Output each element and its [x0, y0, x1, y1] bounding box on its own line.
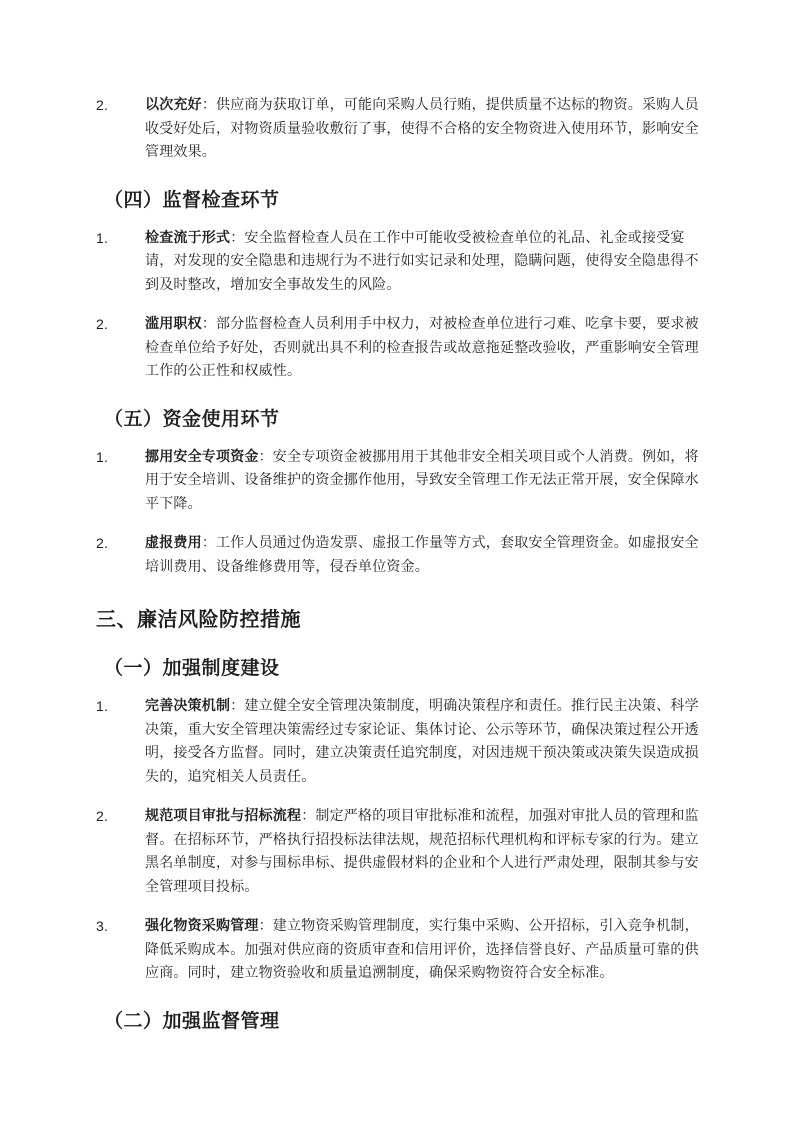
- list-number: 2.: [96, 535, 109, 551]
- section-heading: （一）加强制度建设: [104, 657, 280, 679]
- list-number: 1.: [96, 698, 109, 714]
- list-item-lead: 检查流于形式: [145, 229, 231, 246]
- list-item-text: ：安全专项资金被挪用用于其他非安全相关项目或个人消费。例如，将用于安全培训、设备维护的资金挪作他用，导致安全管理工作无法正常开展，安全保障水平下降。: [145, 448, 699, 512]
- list-number: 1.: [96, 448, 109, 465]
- list-item-text: ：工作人员通过伪造发票、虚报工作量等方式，套取安全管理资金。如虚报安全培训费用、设备维修费用等，侵吞单位资金。: [145, 535, 699, 575]
- list-number: 2.: [96, 808, 109, 824]
- list-item-lead: 完善决策机制: [145, 698, 231, 714]
- list-item: [96, 695, 702, 789]
- list-item: [96, 915, 702, 986]
- list-item-lead: 虚报费用: [145, 535, 202, 551]
- list-item: [96, 94, 702, 165]
- list-item-text: ：供应商为获取订单，可能向采购人员行贿，提供质量不达标的物资。采购人员收受好处后，对物资质量验收敷衍了事，使得不合格的安全物资进入使用环节，影响安全管理效果。: [145, 97, 699, 160]
- list-item: [96, 446, 702, 517]
- list-item: [96, 805, 702, 899]
- section-heading: （四）监督检查环节: [104, 188, 280, 211]
- list-item-lead: 挪用安全专项资金: [145, 448, 259, 465]
- list-item-lead: 规范项目审批与招标流程: [145, 808, 302, 824]
- list-item-text: ：制定严格的项目审批标准和流程，加强对审批人员的管理和监督。在招标环节，严格执行招投标法律法规，规范招标代理机构和评标专家的行为。建立黑名单制度，对参与围标串标、提供虚假材料的企业和个人进行严肃处理，限制其参与安全管理项目投标。: [145, 808, 699, 895]
- list-item-text: ：安全监督检查人员在工作中可能收受被检查单位的礼品、礼金或接受宴请，对发现的安全隐患和违规行为不进行如实记录和处理，隐瞒问题，使得安全隐患得不到及时整改，增加安全事故发生的风险。: [145, 229, 699, 293]
- list-number: 3.: [96, 918, 109, 934]
- chapter-heading: 三、廉洁风险防控措施: [96, 607, 301, 631]
- section-heading: （五）资金使用环节: [104, 407, 280, 430]
- list-item-lead: 滥用职权: [145, 316, 202, 332]
- list-item: [96, 532, 702, 579]
- list-item-text: ：建立健全安全管理决策制度，明确决策程序和责任。推行民主决策、科学决策，重大安全管理决策需经过专家论证、集体讨论、公示等环节，确保决策过程公开透明，接受各方监督。同时，建立决策责任追究制度，对因违规干预决策或决策失误造成损失的，追究相关人员责任。: [145, 698, 699, 785]
- list-item-text: ：部分监督检查人员利用手中权力，对被检查单位进行刁难、吃拿卡要，要求被检查单位给予好处，否则就出具不利的检查报告或故意拖延整改验收，严重影响安全管理工作的公正性和权威性。: [145, 316, 699, 379]
- list-number: 1.: [96, 229, 109, 246]
- list-item-text: ：建立物资采购管理制度，实行集中采购、公开招标，引入竞争机制，降低采购成本。加强对供应商的资质审查和信用评价，选择信誉良好、产品质量可靠的供应商。同时，建立物资验收和质量追溯制度，确保采购物资符合安全标准。: [145, 918, 699, 981]
- list-item-lead: 以次充好: [145, 97, 202, 113]
- section-heading: （二）加强监督管理: [104, 1009, 280, 1032]
- list-item: [96, 313, 702, 384]
- list-number: 2.: [96, 316, 109, 332]
- list-item-lead: 强化物资采购管理: [145, 918, 259, 934]
- list-item: [96, 227, 702, 298]
- list-number: 2.: [96, 97, 109, 113]
